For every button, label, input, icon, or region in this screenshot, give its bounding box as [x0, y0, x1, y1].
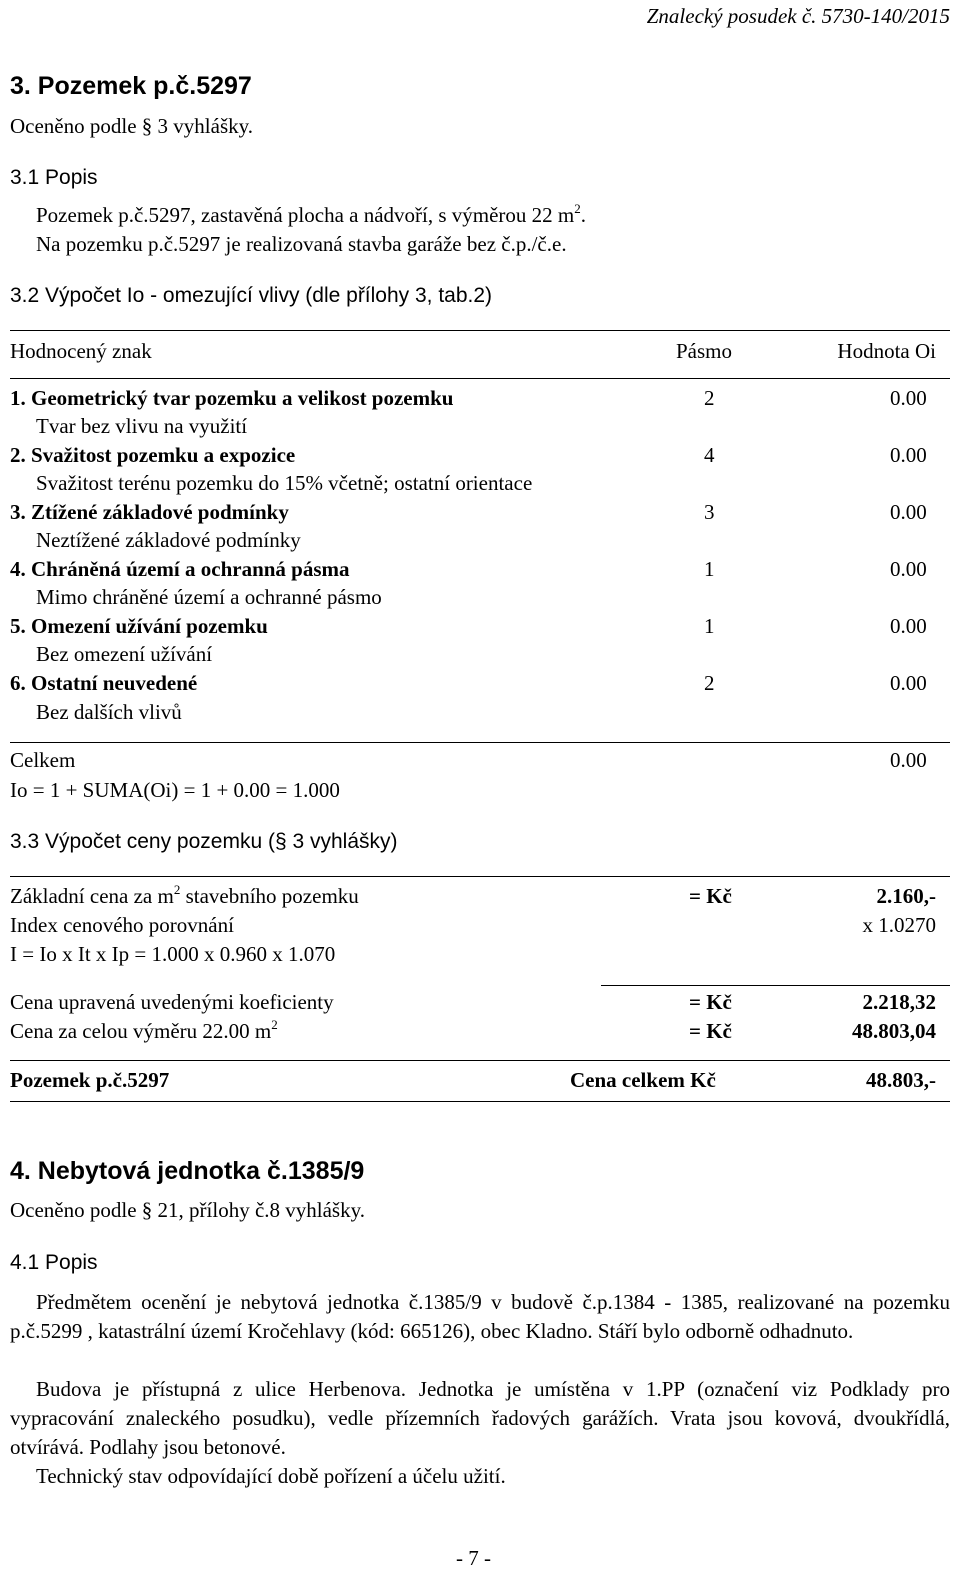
table-rule — [10, 330, 950, 331]
table-row-desc: Svažitost terénu pozemku do 15% včetně; ostatní orientace — [36, 471, 533, 495]
table-total-label: Celkem — [10, 748, 76, 772]
description-paragraph: Budova je přístupná z ulice Herbenova. Jednotka je umístěna v 1.PP (označení viz Podklady pro vypracování znaleckého posudku), vedle přízemních řadových garážích. Vrata jsou kovová, dvoukřídlá, otvírává. Podlahy jsou betonové. — [10, 1377, 950, 1459]
index-formula: I = Io x It x Ip = 1.000 x 0.960 x 1.070 — [10, 942, 336, 966]
subsection-title: 3.3 Výpočet ceny pozemku (§ 3 vyhlášky) — [10, 830, 398, 853]
table-rule — [10, 1101, 950, 1102]
superscript: 2 — [271, 1017, 278, 1032]
table-rule — [10, 876, 950, 877]
subsection-title: 3.1 Popis — [10, 166, 98, 189]
adjusted-price-label: Cena upravená uvedenými koeficienty — [10, 990, 334, 1014]
table-rule — [601, 985, 950, 986]
index-label: Index cenového porovnání — [10, 913, 234, 937]
table-row-name: 4. Chráněná území a ochranná pásma — [10, 557, 350, 581]
table-row-pasmo: 2 — [704, 386, 715, 410]
description-line: Na pozemku p.č.5297 je realizovaná stavba garáže bez č.p./č.e. — [36, 232, 567, 256]
superscript: 2 — [173, 882, 181, 897]
table-row-value: 0.00 — [890, 614, 927, 638]
final-price-label: Pozemek p.č.5297 — [10, 1068, 170, 1092]
table-row-desc: Tvar bez vlivu na využití — [36, 414, 248, 438]
table-row-value: 0.00 — [890, 386, 927, 410]
base-price-value: 2.160,- — [876, 884, 936, 908]
base-price-unit: = Kč — [689, 884, 732, 908]
table-row-pasmo: 4 — [704, 443, 715, 467]
total-area-price-value: 48.803,04 — [852, 1019, 936, 1043]
valuation-basis: Oceněno podle § 21, přílohy č.8 vyhlášky. — [10, 1198, 365, 1222]
table-row-desc: Bez omezení užívání — [36, 642, 213, 666]
description-paragraph: Předmětem ocenění je nebytová jednotka č.1385/9 v budově č.p.1384 - 1385, realizované na pozemku p.č.5299 , katastrální území Kročehlavy (kód: 665126), obec Kladno. Stáří bylo odborně odhadnuto. — [10, 1290, 950, 1343]
adjusted-price-unit: = Kč — [689, 990, 732, 1014]
table-row-pasmo: 3 — [704, 500, 715, 524]
valuation-basis: Oceněno podle § 3 vyhlášky. — [10, 114, 253, 138]
table-row-value: 0.00 — [890, 500, 927, 524]
section-title: 4. Nebytová jednotka č.1385/9 — [10, 1157, 365, 1185]
total-area-price-unit: = Kč — [689, 1019, 732, 1043]
table-rule — [10, 1060, 950, 1061]
table-row-name: 3. Ztížené základové podmínky — [10, 500, 289, 524]
table-header-hodnota: Hodnota Oi — [837, 339, 936, 363]
table-row-pasmo: 2 — [704, 671, 715, 695]
table-row-pasmo: 1 — [704, 557, 715, 581]
table-row-pasmo: 1 — [704, 614, 715, 638]
table-row-name: 2. Svažitost pozemku a expozice — [10, 443, 296, 467]
final-price-mid: Cena celkem Kč — [570, 1068, 716, 1092]
table-row-name: 1. Geometrický tvar pozemku a velikost pozemku — [10, 386, 454, 410]
table-row-value: 0.00 — [890, 443, 927, 467]
table-rule — [10, 742, 950, 743]
table-row-name: 5. Omezení užívání pozemku — [10, 614, 268, 638]
table-row-value: 0.00 — [890, 671, 927, 695]
description-paragraph: Technický stav odpovídající době pořízení a účelu užití. — [36, 1464, 506, 1488]
final-price-value: 48.803,- — [866, 1068, 936, 1092]
table-row-desc: Mimo chráněné území a ochranné pásmo — [36, 585, 382, 609]
section-title: 3. Pozemek p.č.5297 — [10, 72, 252, 100]
io-formula: Io = 1 + SUMA(Oi) = 1 + 0.00 = 1.000 — [10, 778, 340, 802]
superscript: 2 — [574, 201, 581, 216]
description-line: Pozemek p.č.5297, zastavěná plocha a nádvoří, s výměrou 22 $m^2$. — [36, 201, 587, 227]
table-row-value: 0.00 — [890, 557, 927, 581]
index-value: x 1.0270 — [862, 913, 936, 937]
table-header-znak: Hodnocený znak — [10, 339, 152, 363]
table-total-value: 0.00 — [890, 748, 927, 772]
page-number: - 7 - — [456, 1546, 491, 1570]
page-header: Znalecký posudek č. 5730-140/2015 — [646, 4, 950, 28]
table-row-name: 6. Ostatní neuvedené — [10, 671, 198, 695]
table-row-desc: Neztížené základové podmínky — [36, 528, 301, 552]
subsection-title: 3.2 Výpočet Io - omezující vlivy (dle přílohy 3, tab.2) — [10, 284, 493, 307]
table-row-desc: Bez dalších vlivů — [36, 700, 182, 724]
adjusted-price-value: 2.218,32 — [862, 990, 936, 1014]
table-header-pasmo: Pásmo — [676, 339, 733, 363]
base-price-label: Základní cena za $m^2$ stavebního pozemku — [10, 882, 359, 908]
table-rule — [10, 378, 950, 379]
total-area-price-label: Cena za celou výměru 22.00 $m^2$ — [10, 1017, 278, 1043]
subsection-title: 4.1 Popis — [10, 1251, 98, 1274]
